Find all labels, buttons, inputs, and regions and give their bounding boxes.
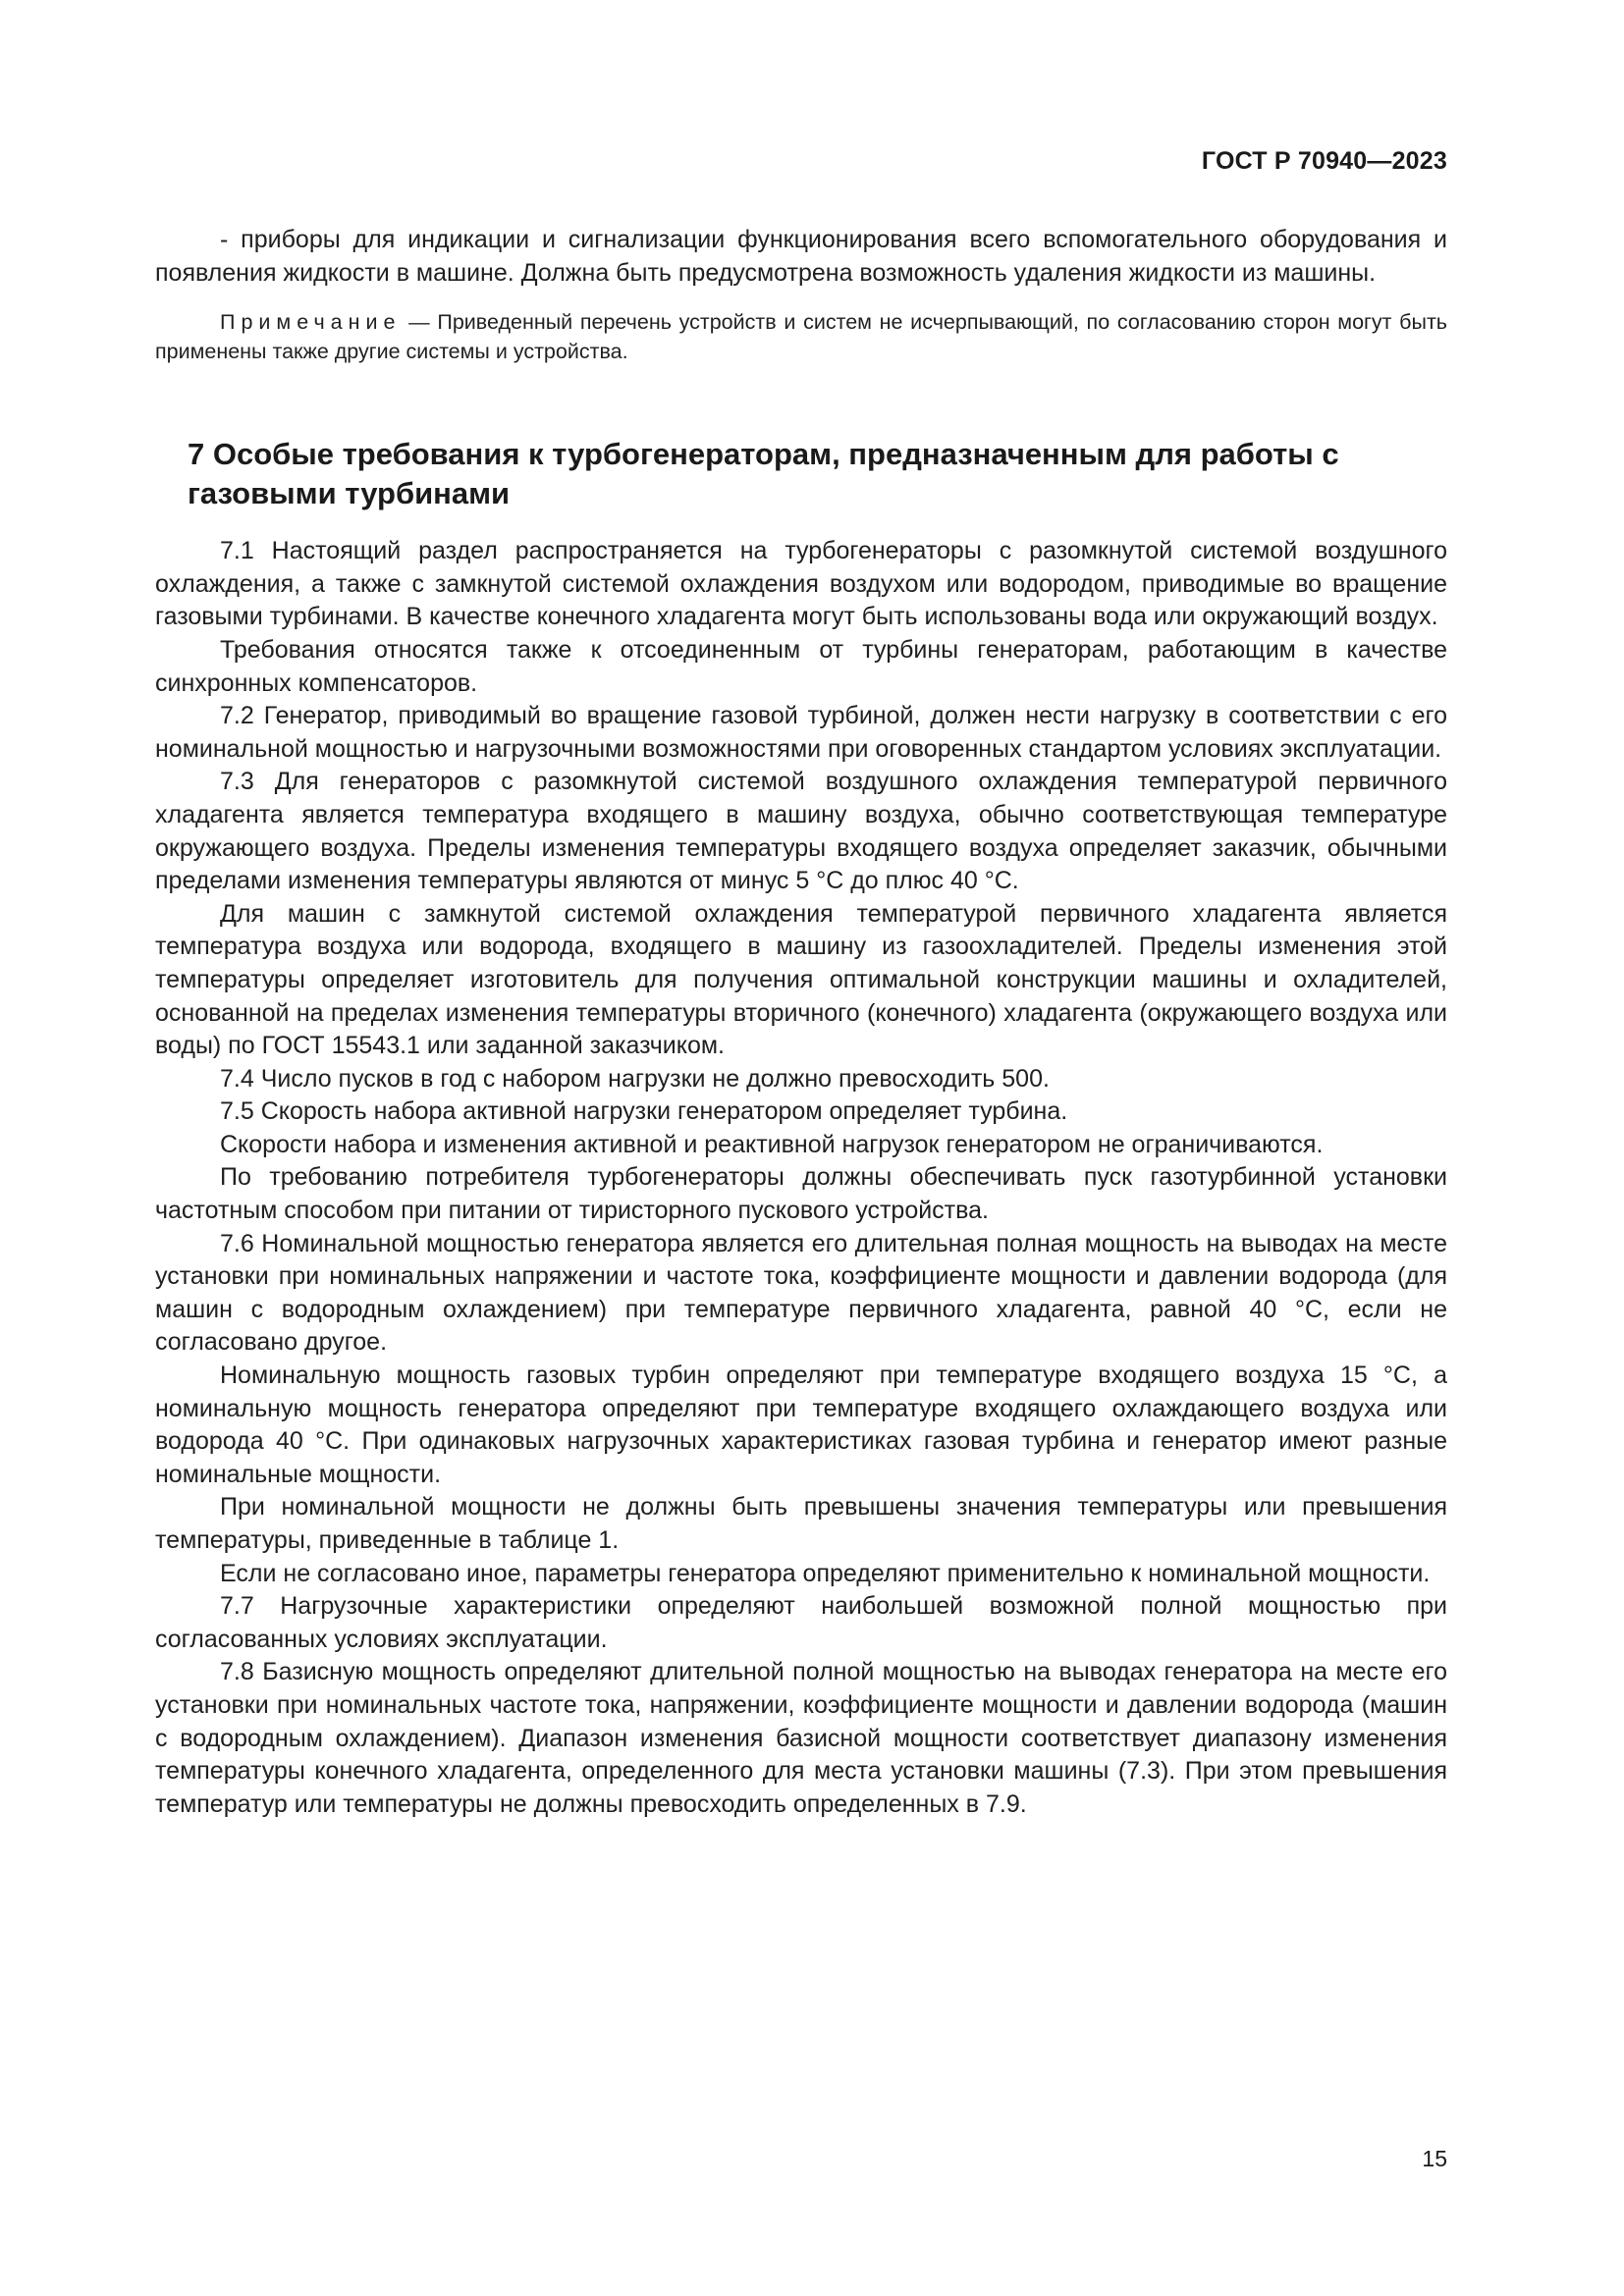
paragraph-7-1-compensators: Требования относятся также к отсоединенным от турбины генераторам, работающим в качестве синхронных компенсаторов. — [155, 635, 1447, 697]
note-dash: — — [401, 310, 438, 335]
paragraph-7-6-temperature: При номинальной мощности не должны быть превышены значения температуры или превышения температуры, приведенные в таблице 1. — [155, 1493, 1447, 1554]
paragraph-7-2: 7.2 Генератор, приводимый во вращение газовой турбиной, должен нести нагрузку в соответствии с его номинальной мощностью и нагрузочными возможностями при оговоренных стандартом условиях эксплуатации. — [155, 702, 1447, 763]
paragraph-7-6-turbine-power: Номинальную мощность газовых турбин определяют при температуре входящего воздуха 15 °С, а номинальную мощность генератора определяют при температуре входящего охлаждающего воздуха или водорода 40 °С. При одинаковых нагрузочных характеристиках газовая турбина и генератор имеют разные номинальные мощности. — [155, 1362, 1447, 1488]
paragraph-7-7: 7.7 Нагрузочные характеристики определяют наибольшей возможной полной мощностью при согласованных условиях эксплуатации. — [155, 1592, 1447, 1653]
paragraph-7-6: 7.6 Номинальной мощностью генератора является его длительная полная мощность на выводах на месте установки при номинальных напряжении и частоте тока, коэффициенте мощности и давлении водорода (для машин с водородным охлаждением) при температуре первичного хладагента, равной 40 °С, если не согласовано другое. — [155, 1229, 1447, 1357]
paragraph-7-5: 7.5 Скорость набора активной нагрузки генератором определяет турбина. — [220, 1097, 1068, 1126]
note-text: Приведенный перечень устройств и систем не исчерпывающий, по согласованию сторон могут быть применены также другие системы и устройства. — [155, 310, 1447, 364]
paragraph-7-5-start: По требованию потребителя турбогенераторы должны обеспечивать пуск газотурбинной установки частотным способом при питании от тиристорного пускового устройства. — [155, 1163, 1447, 1225]
paragraph-7-1: 7.1 Настоящий раздел распространяется на турбогенераторы с разомкнутой системой воздушного охлаждения, а также с замкнутой системой охлаждения воздухом или водородом, приводимые во вращение газовыми турбинами. В качестве конечного хладагента могут быть использованы вода или окружающий воздух. — [155, 537, 1447, 631]
paragraph-7-8: 7.8 Базисную мощность определяют длительной полной мощностью на выводах генератора на месте его установки при номинальных частоте тока, напряжении, коэффициенте мощности и давлении водорода (машин с водородным охлаждением). Диапазон изменения базисной мощности соответствует диапазону изменения температуры конечного хладагента, определенного для места установки машины (7.3). При этом превышения температур или температуры не должны превосходить определенных в 7.9. — [155, 1658, 1447, 1818]
paragraph-7-3: 7.3 Для генераторов с разомкнутой системой воздушного охлаждения температурой первичного хладагента является температура входящего в машину воздуха, обычно соответствующая температуре окружающего воздуха. Пределы изменения температуры входящего воздуха определяет заказчик, обычными пределами изменения температуры являются от минус 5 °С до плюс 40 °С. — [155, 768, 1447, 895]
page-number: 15 — [1422, 2146, 1447, 2171]
paragraph-7-6-parameters: Если не согласовано иное, параметры генератора определяют применительно к номинальной мощности. — [220, 1559, 1431, 1587]
page-content — [155, 224, 1447, 1821]
note-label: Примечание — [220, 310, 402, 335]
paragraph-7-5-load-rates: Скорости набора и изменения активной и реактивной нагрузок генератором не ограничиваются. — [220, 1130, 1324, 1158]
intro-paragraph: - приборы для индикации и сигнализации функционирования всего вспомогательного оборудования и появления жидкости в машине. Должна быть предусмотрена возможность удаления жидкости из машины. — [155, 226, 1447, 287]
document-code: ГОСТ Р 70940—2023 — [1201, 147, 1447, 175]
section-heading: 7 Особые требования к турбогенераторам, предназначенным для работы с газовыми турбинами — [188, 437, 1339, 511]
paragraph-7-4: 7.4 Число пусков в год с набором нагрузки не должно превосходить 500. — [220, 1064, 1050, 1093]
note — [155, 307, 1447, 366]
paragraph-7-3-closed-cooling: Для машин с замкнутой системой охлаждения температурой первичного хладагента является температура воздуха или водорода, входящего в машину из газоохладителей. Пределы изменения этой температуры определяет изготовитель для получения оптимальной конструкции машины и охладителей, основанной на пределах изменения температуры вторичного (конечного) хладагента (окружающего воздуха или воды) по ГОСТ 15543.1 или заданной заказчиком. — [155, 899, 1447, 1060]
